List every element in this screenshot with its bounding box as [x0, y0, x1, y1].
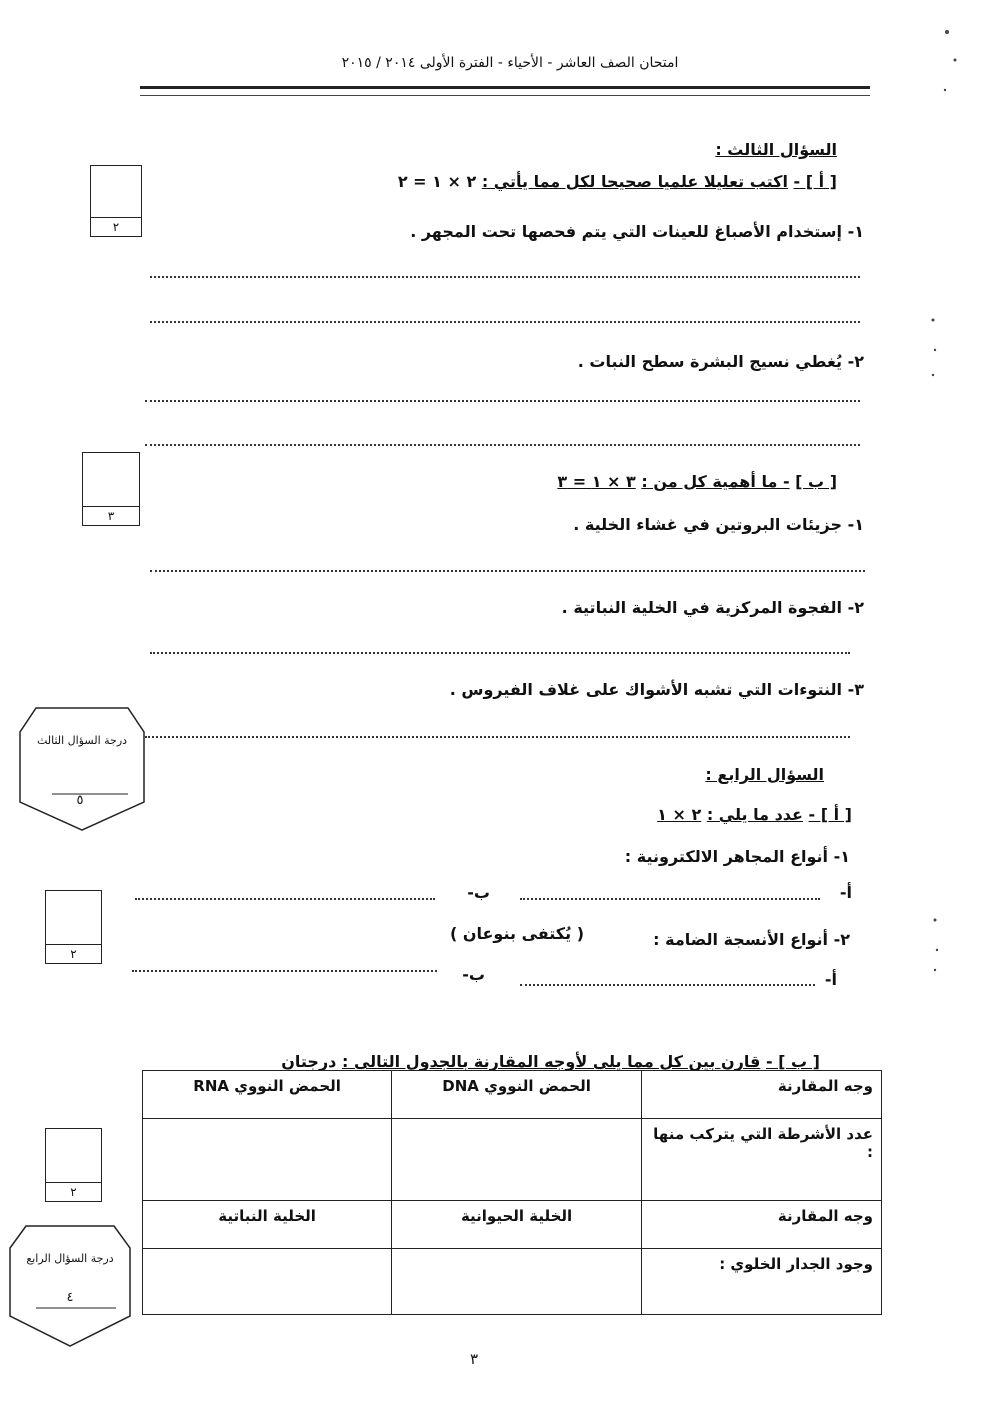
answer-line[interactable] [150, 276, 860, 278]
answer-line[interactable] [150, 652, 850, 654]
answer-line[interactable] [145, 400, 860, 402]
header-rule-thin [140, 95, 870, 96]
table-row [143, 1201, 882, 1249]
q3-b-item-1 [573, 515, 864, 534]
q4-part-a-score-value: ٢ [46, 944, 101, 963]
q4-a-item-1-text: أنواع المجاهر الالكترونية : [624, 847, 829, 866]
answer-line[interactable] [520, 984, 815, 986]
answer-line[interactable] [145, 444, 860, 446]
q4-a-item-2-text: أنواع الأنسجة الضامة : [653, 930, 829, 949]
q4-a-item-1-opt-b: ب- [467, 883, 490, 902]
q3-a-item-1-text: إستخدام الأصباغ للعينات التي يتم فحصها تحت المجهر . [410, 222, 843, 241]
q3-b-item-2-text: الفجوة المركزية في الخلية النباتية . [561, 598, 843, 617]
header-rule [140, 86, 870, 89]
q4-part-a-tag: [ أ ] - [808, 805, 852, 824]
q3-b-item-1-num: ١- [847, 515, 864, 534]
answer-line[interactable] [520, 898, 820, 900]
table-cell: عدد الأشرطة التي يتركب منها : [641, 1119, 881, 1201]
q4-a-item-2-opt-b: ب- [462, 965, 485, 984]
q4-part-b-instruction: قارن بين كل مما يلي لأوجه المقارنة بالجدول التالي : [341, 1052, 761, 1071]
q3-shield-label: درجة السؤال الثالث [36, 734, 128, 747]
q3-part-a-marks: ٢ × ١ = ٢ [397, 172, 477, 191]
answer-line[interactable] [132, 970, 437, 972]
q3-part-a-instruction: اكتب تعليلا علميا صحيحا لكل مما يأتي : [481, 172, 788, 191]
table-cell: الخلية النباتية [143, 1201, 392, 1249]
q3-a-item-2-text: يُغطي نسيج البشرة سطح النبات . [577, 352, 843, 371]
q3-b-item-2 [562, 598, 864, 617]
q3-part-a-score-box[interactable] [90, 165, 142, 237]
q3-part-a-header [398, 172, 837, 191]
answer-cell[interactable] [392, 1249, 642, 1315]
answer-cell[interactable] [143, 1119, 392, 1201]
q3-a-item-2-num: ٢- [847, 352, 864, 371]
q4-a-item-1-num: ١- [833, 847, 850, 866]
table-row [143, 1249, 882, 1315]
answer-line[interactable] [145, 736, 850, 738]
q3-b-item-2-num: ٢- [847, 598, 864, 617]
q3-part-b-instruction: - ما أهمية كل من : [641, 472, 790, 491]
q4-a-item-2-opt-a: أ- [824, 970, 837, 989]
q3-score-shield[interactable] [16, 702, 148, 834]
q3-part-b-header [557, 472, 837, 491]
table-row [143, 1119, 882, 1201]
table-cell: الحمض النووي RNA [143, 1071, 392, 1119]
table-cell: وجود الجدار الخلوي : [641, 1249, 881, 1315]
q3-shield-value: ٥ [76, 793, 84, 808]
q3-part-b-marks: ٣ × ١ = ٣ [557, 472, 636, 491]
page-number: ٣ [470, 1350, 479, 1368]
answer-line[interactable] [150, 321, 860, 323]
answer-cell[interactable] [392, 1119, 642, 1201]
q3-part-b-tag: [ ب ] [795, 472, 837, 491]
q3-b-item-1-text: جزيئات البروتين في غشاء الخلية . [573, 515, 843, 534]
scan-specks [925, 20, 975, 980]
q4-part-a-score-box[interactable] [45, 890, 102, 964]
q3-b-item-3-text: النتوءات التي تشبه الأشواك على غلاف الفيروس . [449, 680, 843, 699]
q4-part-b-tag: [ ب ] - [765, 1052, 820, 1071]
q4-part-a-marks: ٢ × ١ [657, 805, 702, 824]
q3-b-item-3 [450, 680, 864, 699]
q4-part-a-instruction: عدد ما يلي : [706, 805, 803, 824]
exam-header-title: امتحان الصف العاشر - الأحياء - الفترة الأولى ٢٠١٤ / ٢٠١٥ [341, 55, 679, 71]
comparison-table [142, 1070, 882, 1315]
q4-part-b-marks: درجتان [281, 1052, 337, 1071]
table-row [143, 1071, 882, 1119]
q3-b-item-3-num: ٣- [847, 680, 864, 699]
q3-part-b-score-box[interactable] [82, 452, 140, 526]
q4-title: السؤال الرابع : [705, 765, 824, 784]
q4-shield-label: درجة السؤال الرابع [26, 1252, 114, 1265]
table-cell: وجه المقارنة [641, 1071, 881, 1119]
table-cell: الخلية الحيوانية [392, 1201, 642, 1249]
q4-a-item-2-note: ( يُكتفى بنوعان ) [449, 924, 584, 943]
q3-part-b-score-value: ٣ [83, 506, 139, 525]
q3-part-a-score-value: ٢ [91, 217, 141, 236]
answer-line[interactable] [135, 898, 435, 900]
answer-line[interactable] [150, 570, 865, 572]
q3-a-item-2 [578, 352, 864, 371]
q3-a-item-1 [410, 222, 864, 241]
q3-a-item-1-num: ١- [847, 222, 864, 241]
q3-title: السؤال الثالث : [715, 140, 837, 159]
table-cell: وجه المقارنة [641, 1201, 881, 1249]
q4-part-b-score-box[interactable] [45, 1128, 102, 1202]
q4-part-a-header [657, 805, 852, 824]
q4-a-item-2-num: ٢- [833, 930, 850, 949]
q4-score-shield[interactable] [6, 1220, 134, 1350]
q4-shield-value: ٤ [66, 1290, 74, 1305]
q4-a-item-2 [653, 930, 850, 949]
answer-cell[interactable] [143, 1249, 392, 1315]
q4-part-b-score-value: ٢ [46, 1182, 101, 1201]
q4-a-item-1-opt-a: أ- [839, 883, 852, 902]
q4-part-b-header [281, 1052, 820, 1071]
q4-a-item-1 [625, 847, 850, 866]
table-cell: الحمض النووي DNA [392, 1071, 642, 1119]
q3-part-a-tag: [ أ ] - [793, 172, 837, 191]
